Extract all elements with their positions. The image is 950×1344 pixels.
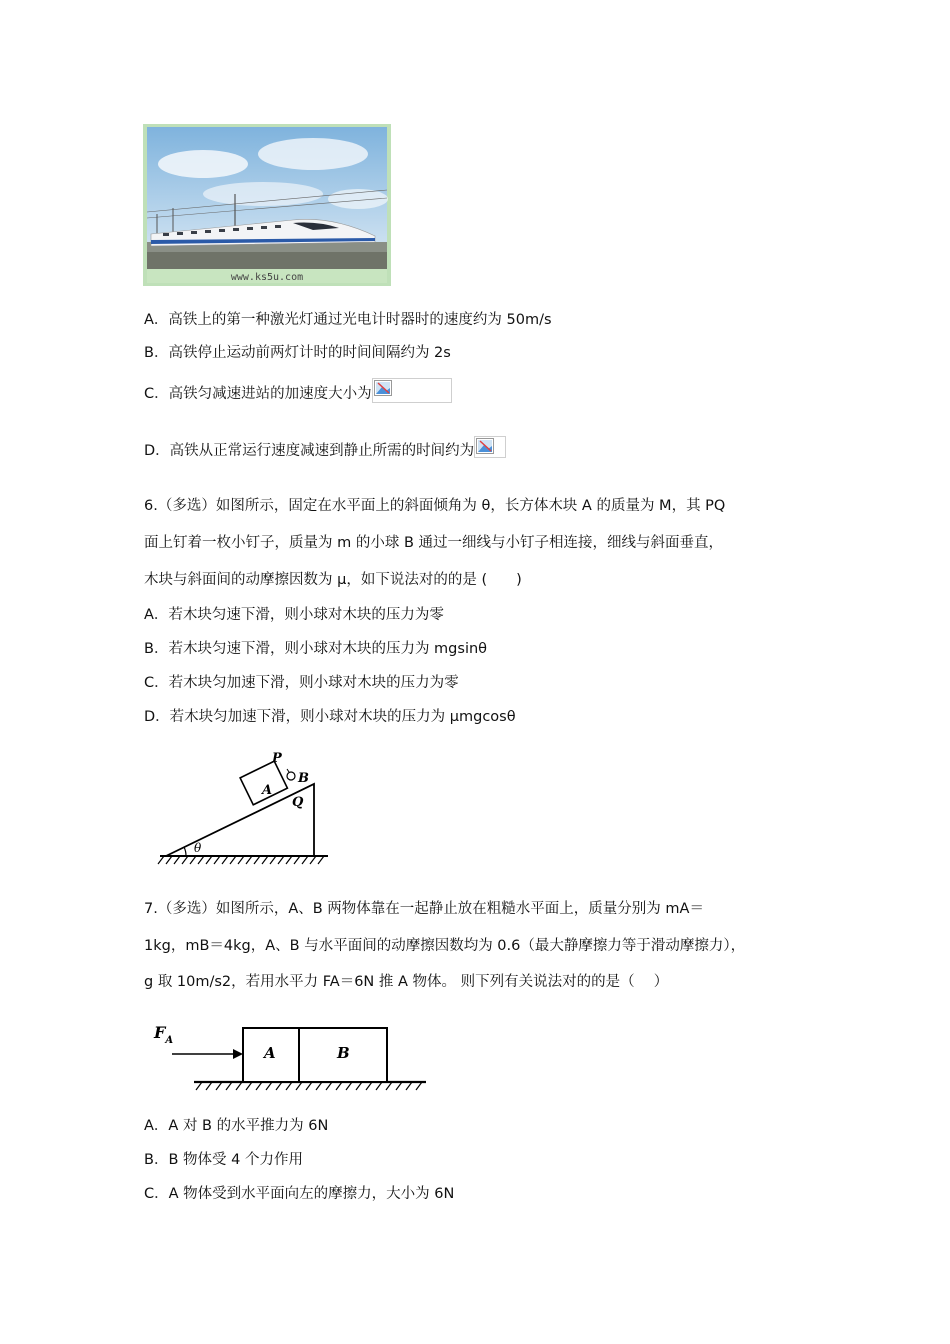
label-a: A (262, 783, 273, 798)
q5-option-d-text: D．高铁从正常运行速度减速到静止所需的时间约为 (144, 443, 475, 459)
force-label-sub: A (165, 1035, 174, 1046)
q5-option-d (144, 441, 506, 461)
q7-stem-line1: 7.（多选）如图所示，A、B 两物体靠在一起静止放在粗糙水平面上，质量分别为 mA＝ (144, 901, 704, 917)
force-label-f: F (154, 1023, 166, 1042)
q7-option-c: C．A 物体受到水平面向左的摩擦力，大小为 6N (144, 1186, 455, 1202)
q6-stem-line1: 6.（多选）如图所示，固定在水平面上的斜面倾角为 θ，长方体木块 A 的质量为 M，其 PQ (144, 498, 726, 514)
q7-option-b: B．B 物体受 4 个力作用 (144, 1152, 303, 1168)
q6-option-d: D．若木块匀加速下滑，则小球对木块的压力为 μmgcosθ (144, 709, 516, 725)
theta-label: θ (194, 841, 202, 855)
broken-image-icon (374, 380, 392, 402)
q6-stem-line2: 面上钉着一枚小钉子，质量为 m 的小球 B 通过一细线与小钉子相连接，细线与斜面垂直， (144, 535, 724, 551)
q6-stem-line3: 木块与斜面间的动摩擦因数为 μ，如下说法对的的是 ( ) (144, 572, 522, 588)
blocks-figure (150, 1016, 430, 1100)
force-label (153, 1023, 173, 1046)
label-b: B (298, 771, 309, 786)
q5-option-c (144, 384, 452, 404)
q6-option-a: A．若木块匀速下滑，则小球对木块的压力为零 (144, 607, 444, 623)
q5-option-b: B．高铁停止运动前两灯计时的时间间隔约为 2s (144, 345, 451, 361)
q7-option-a: A．A 对 B 的水平推力为 6N (144, 1118, 329, 1134)
q5-option-a: A．高铁上的第一种激光灯通过光电计时器时的速度约为 50m/s (144, 312, 552, 328)
label-q: Q (292, 795, 304, 810)
q5-option-c-text: C．高铁匀减速进站的加速度大小为 (144, 386, 372, 402)
block-b-label: B (337, 1044, 350, 1062)
photo-watermark: www.ks5u.com (230, 272, 304, 283)
q7-stem-line3: g 取 10m/s2，若用水平力 FA＝6N 推 A 物体。 则下列有关说法对的的是（ ） (144, 974, 669, 990)
train-photo (143, 124, 391, 286)
incline-figure (156, 748, 336, 874)
q6-option-b: B．若木块匀速下滑，则小球对木块的压力为 mgsinθ (144, 641, 488, 657)
block-a-label: A (264, 1044, 276, 1062)
q7-stem-line2: 1kg，mB＝4kg，A、B 与水平面间的动摩擦因数均为 0.6（最大静摩擦力等于滑动摩擦力）， (144, 938, 746, 954)
q6-option-c: C．若木块匀加速下滑，则小球对木块的压力为零 (144, 675, 459, 691)
broken-image-icon (476, 438, 494, 460)
broken-formula-image (372, 378, 452, 403)
broken-formula-image (474, 436, 506, 458)
label-p: P (272, 751, 282, 766)
